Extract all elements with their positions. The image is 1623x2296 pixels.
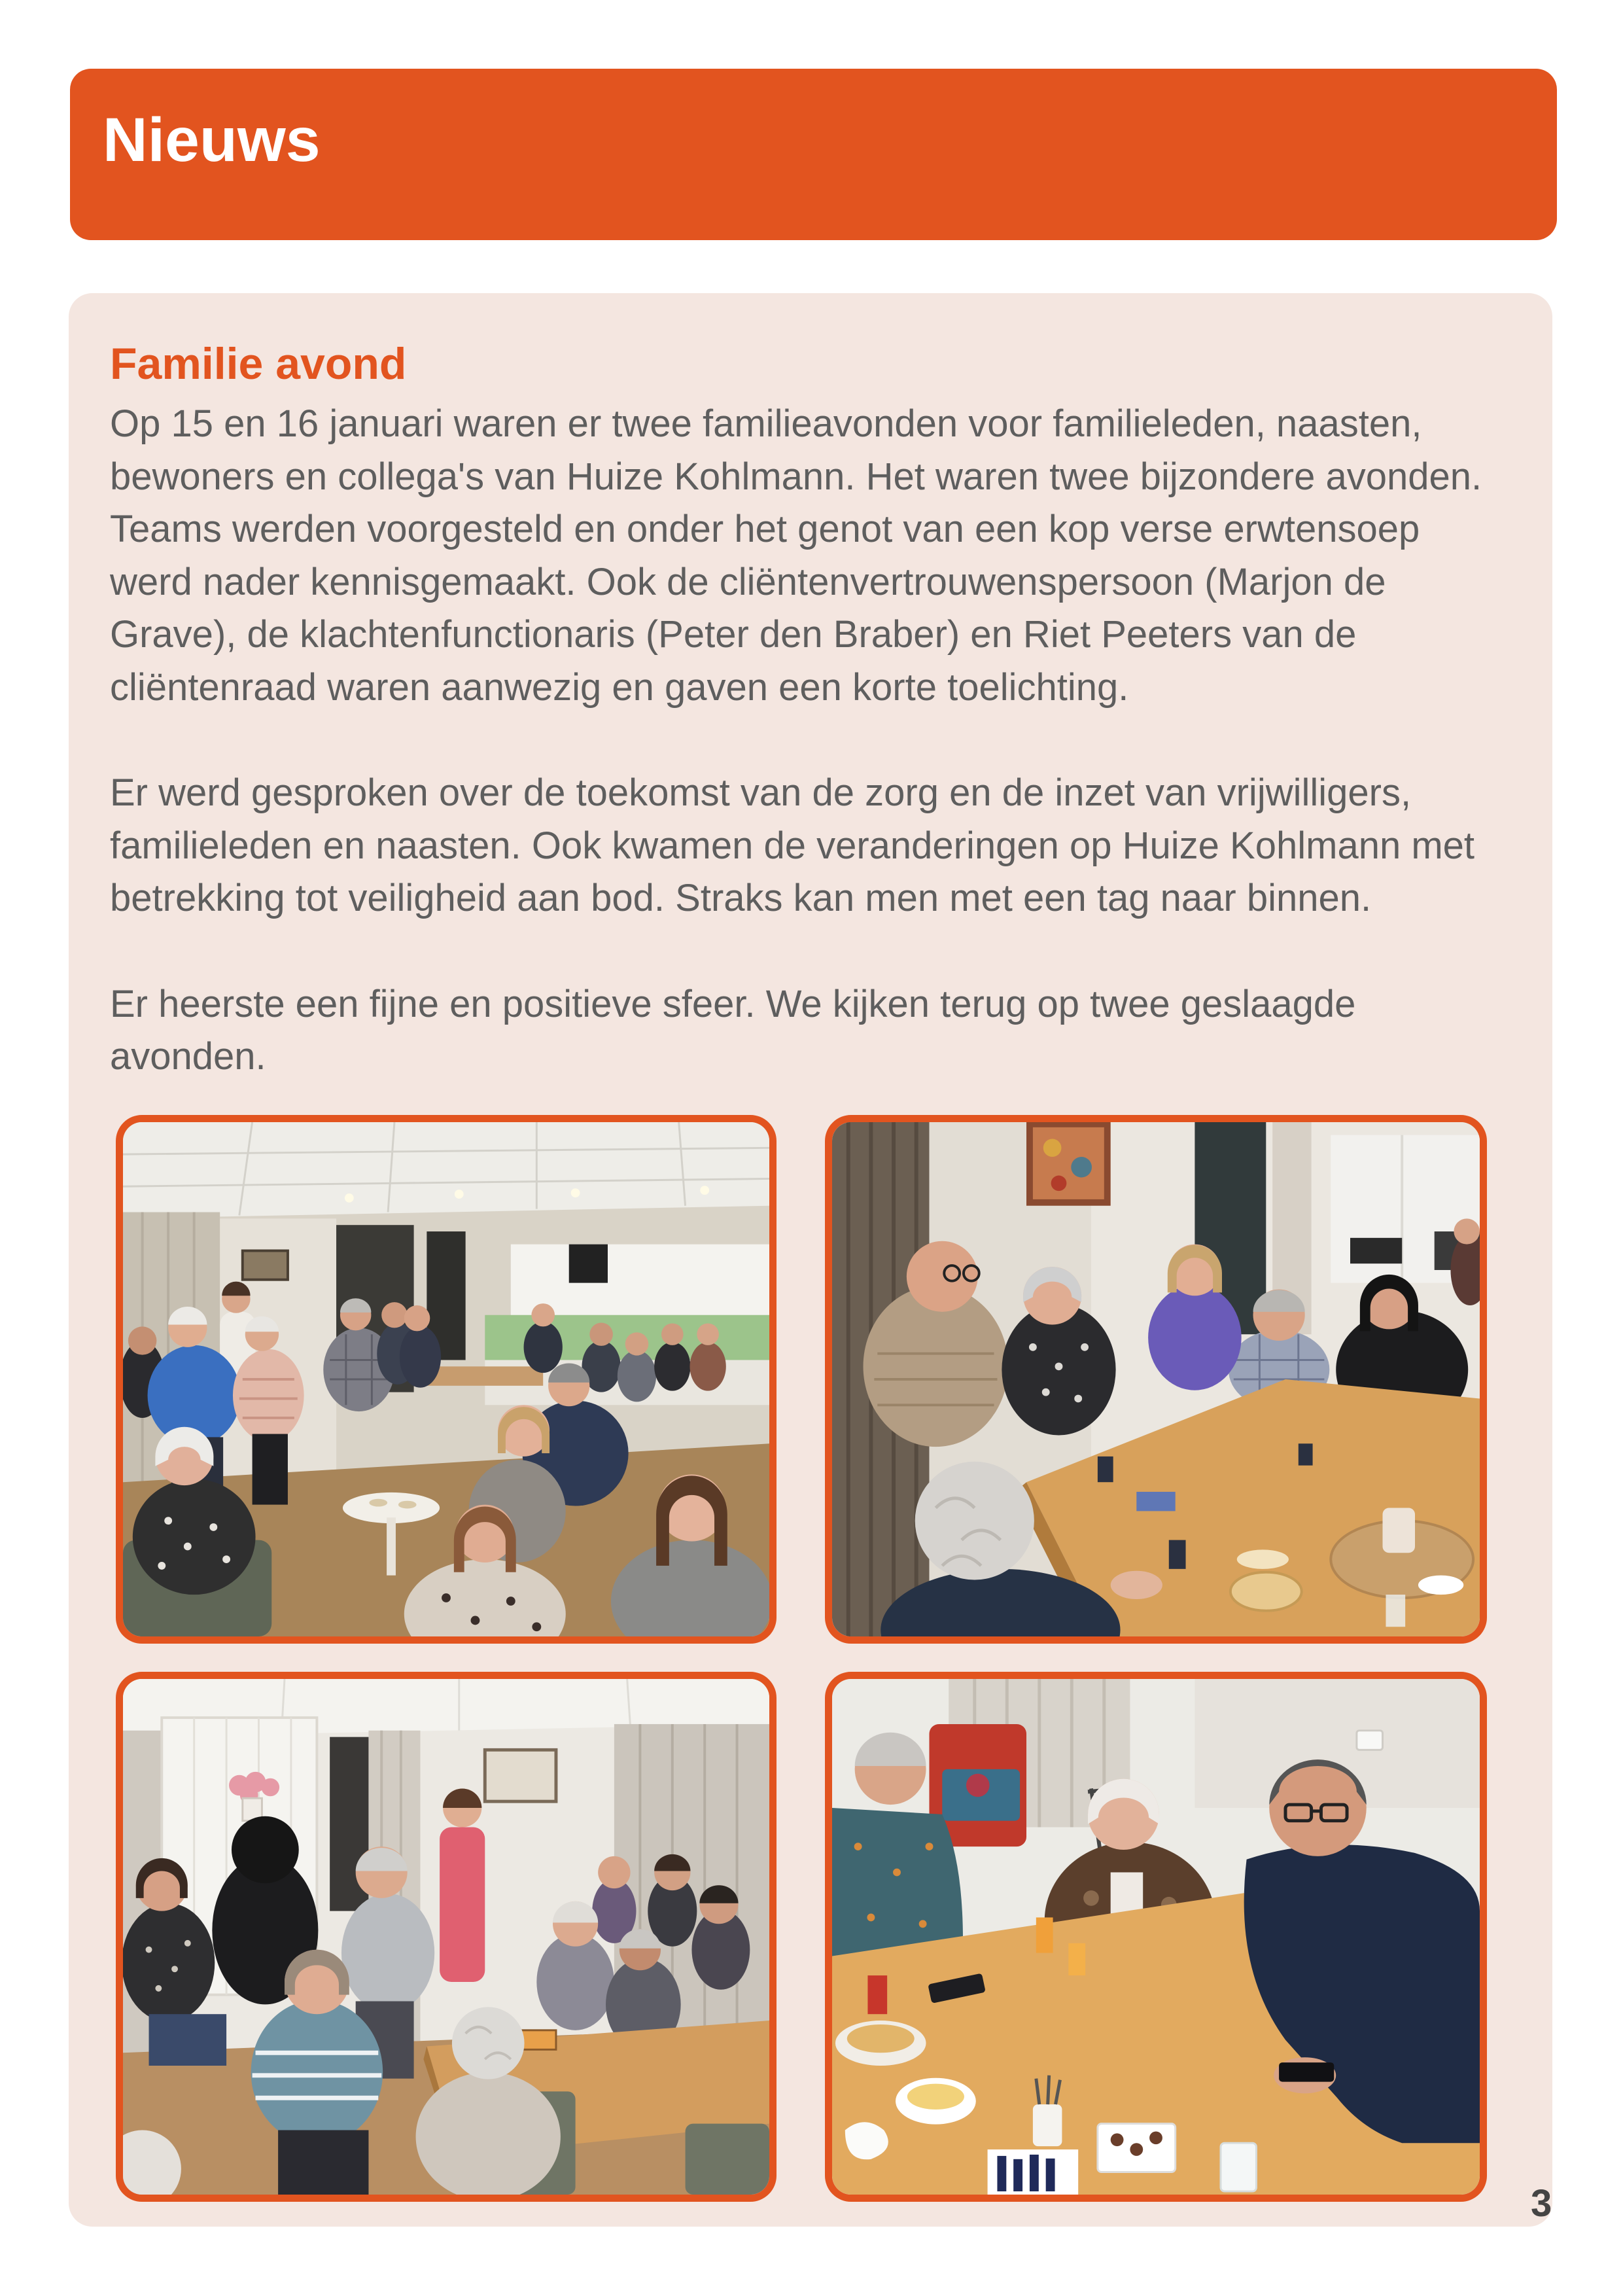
article-line: Er werd gesproken over de toekomst van de zorg en de inzet van vrijwilligers, [110, 771, 1412, 815]
article-line: avonden. [110, 1035, 266, 1078]
article-paragraph [110, 767, 1482, 925]
article-line: Er heerste een fijne en positieve sfeer. We kijken terug op twee geslaagde [110, 982, 1356, 1025]
page-number: 3 [1531, 2182, 1552, 2225]
photo-scene [123, 1122, 769, 1636]
article-body [110, 398, 1482, 1084]
article-paragraph [110, 398, 1482, 715]
article-line: familieleden en naasten. Ook kwamen de veranderingen op Huize Kohlmann met [110, 824, 1475, 867]
event-photo-living-room [116, 1115, 777, 1644]
section-title: Nieuws [103, 105, 321, 175]
photo-scene [123, 1679, 769, 2195]
article-line: betrekking tot veiligheid aan bod. Straks kan men met een tag naar binnen. [110, 877, 1372, 920]
section-header-bar [70, 69, 1557, 240]
event-photo-table-closeup [825, 1672, 1487, 2202]
photo-scene [832, 1679, 1480, 2195]
article-line: werd nader kennisgemaakt. Ook de cliëntenvertrouwenspersoon (Marjon de [110, 560, 1386, 603]
photo-scene [832, 1122, 1480, 1636]
article-line: bewoners en collega's van Huize Kohlmann. Het waren twee bijzondere avonden. [110, 455, 1482, 498]
event-photo-table-gathering [825, 1115, 1487, 1644]
article-line: Grave), de klachtenfunctionaris (Peter den Braber) en Riet Peeters van de [110, 613, 1357, 656]
article-line: Teams werden voorgesteld en onder het genot van een kop verse erwtensoep [110, 508, 1420, 551]
article-line: cliëntenraad waren aanwezig en gaven een korte toelichting. [110, 665, 1129, 709]
event-photo-seated-group [116, 1672, 777, 2202]
article-paragraph [110, 978, 1482, 1084]
article-title: Familie avond [110, 339, 407, 389]
article-line: Op 15 en 16 januari waren er twee familieavonden voor familieleden, naasten, [110, 402, 1422, 445]
